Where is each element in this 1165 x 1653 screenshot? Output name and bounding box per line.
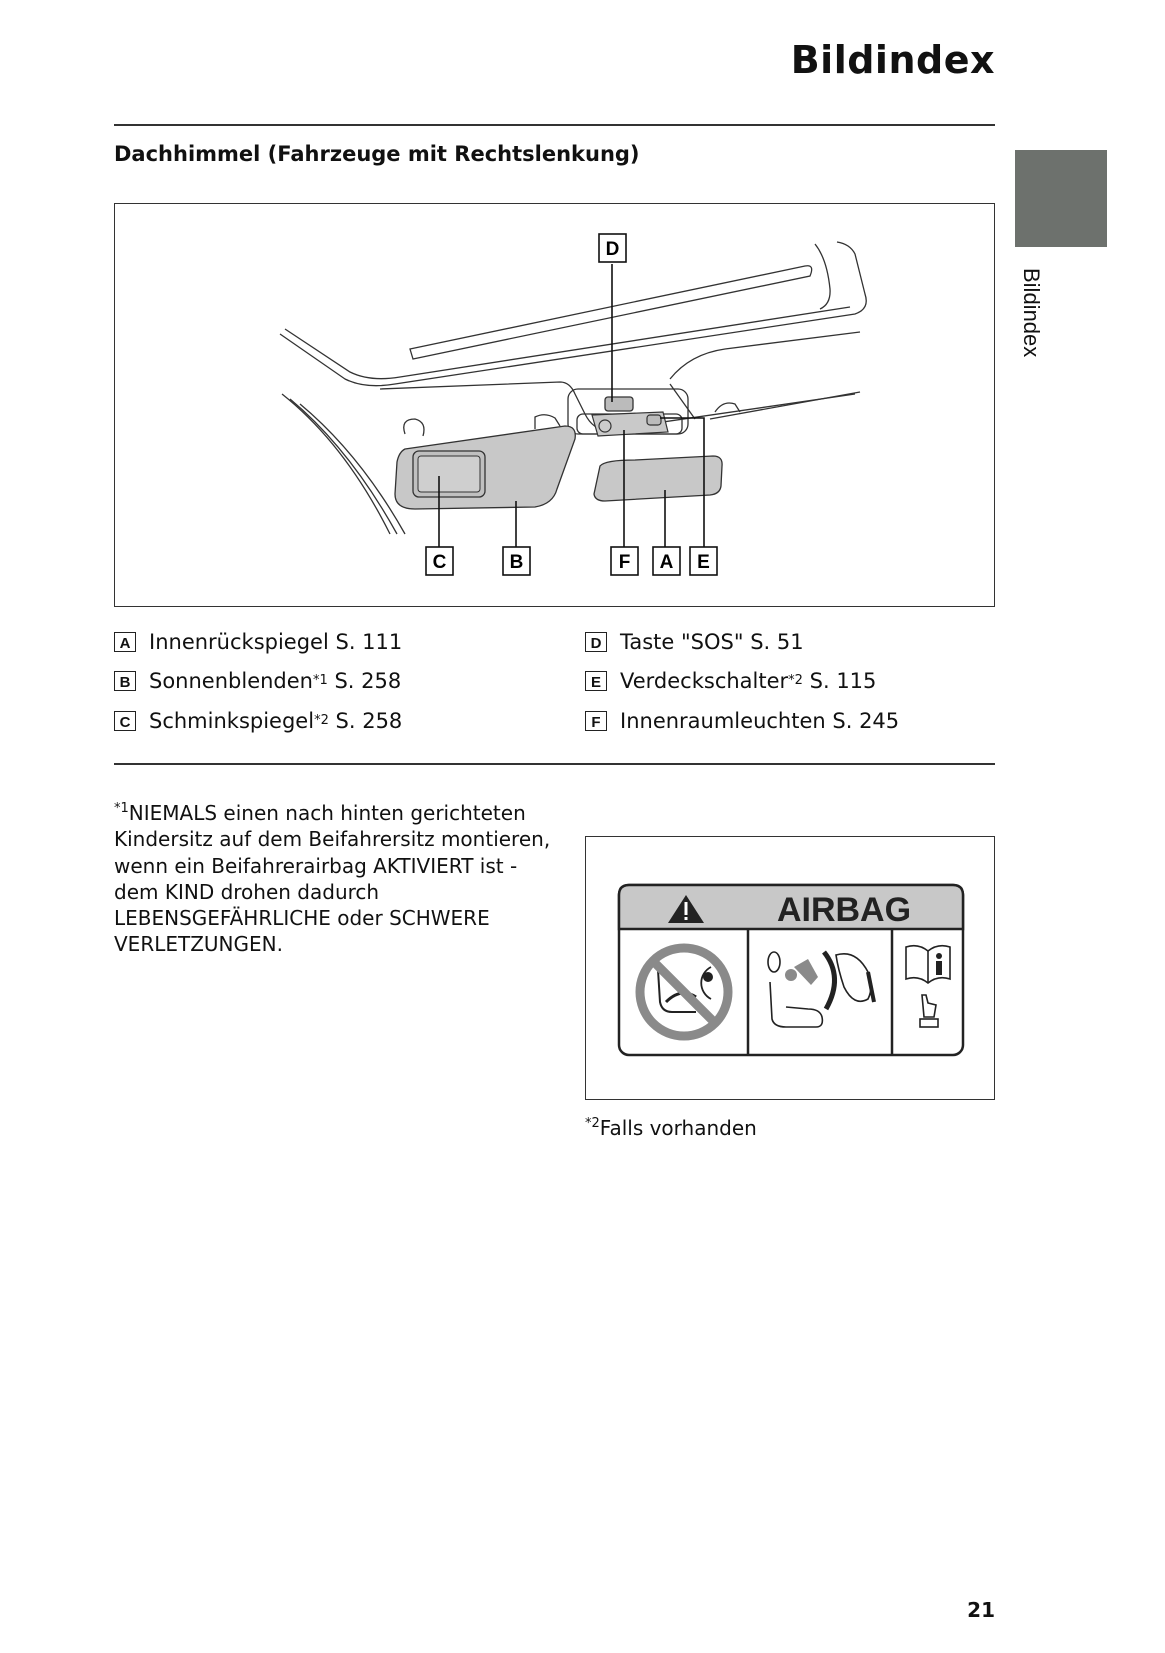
headliner-illustration — [114, 203, 995, 607]
callout-e — [690, 547, 717, 575]
header-divider — [114, 124, 995, 126]
legend-key: D — [585, 632, 607, 652]
legend-key: E — [585, 671, 607, 691]
legend-item-b: B Sonnenblenden *1 S. 258 — [114, 662, 402, 702]
chapter-tab — [1015, 150, 1107, 247]
page-ref-link[interactable]: S. 258 — [335, 708, 403, 733]
airbag-warning-label-box — [585, 836, 995, 1100]
svg-text:E: E — [697, 552, 710, 573]
chapter-tab-label: Bildindex — [1019, 268, 1044, 358]
legend-divider — [114, 763, 995, 765]
headliner-drawing — [115, 204, 994, 606]
legend-left — [114, 622, 402, 741]
svg-text:C: C — [432, 552, 447, 573]
callout-c — [426, 547, 453, 575]
svg-text:D: D — [605, 239, 620, 260]
section-title: Dachhimmel (Fahrzeuge mit Rechtslenkung) — [114, 142, 640, 166]
airbag-warning-label — [586, 837, 994, 1099]
legend-item-a — [114, 622, 402, 662]
legend-item-c: C Schminkspiegel *2 S. 258 — [114, 701, 402, 741]
legend-item-d — [585, 622, 899, 662]
legend-label: Verdeckschalter — [620, 669, 789, 694]
page-ref-link[interactable]: S. 51 — [750, 629, 804, 654]
callout-f — [611, 547, 638, 575]
svg-text:AIRBAG: AIRBAG — [776, 891, 912, 929]
legend-key: B — [114, 671, 136, 691]
legend-key: A — [114, 632, 136, 652]
footnote-if-equipped: $^{*2}$Falls vorhanden — [585, 1116, 757, 1140]
legend-item-e: E Verdeckschalter *2 S. 115 — [585, 662, 899, 702]
page-ref-link[interactable]: S. 258 — [334, 669, 402, 694]
svg-text:F: F — [618, 552, 631, 573]
page-title: Bildindex — [790, 38, 995, 82]
legend-label: Taste "SOS" — [620, 629, 744, 654]
legend-label: Innenraumleuchten — [620, 708, 826, 733]
legend-key: F — [585, 711, 607, 731]
page-ref-link[interactable]: S. 245 — [832, 708, 900, 733]
callout-a — [653, 547, 680, 575]
legend-label: Sonnenblenden — [149, 669, 313, 694]
page-number: 21 — [967, 1598, 995, 1622]
svg-text:B: B — [509, 552, 524, 573]
legend-label: Innenrückspiegel — [149, 629, 329, 654]
callout-d — [599, 234, 626, 262]
legend-key: C — [114, 711, 136, 731]
legend-item-f — [585, 701, 899, 741]
page-ref-link[interactable]: S. 115 — [809, 669, 877, 694]
legend-right — [585, 622, 899, 741]
page-ref-link[interactable]: S. 111 — [335, 629, 403, 654]
callout-b — [503, 547, 530, 575]
svg-text:A: A — [659, 552, 674, 573]
legend-label: Schminkspiegel — [149, 708, 315, 733]
footnote-child-seat-warning: $^{*1}$NIEMALS einen nach hinten gerichteten Kindersitz auf dem Beifahrersitz montieren, wenn ein Beifahrerairbag AKTIVIERT ist - dem KIND drohen dadurch LEBENSGEFÄHRLICHE oder SCHWERE VERLETZUNGEN. — [114, 801, 551, 957]
